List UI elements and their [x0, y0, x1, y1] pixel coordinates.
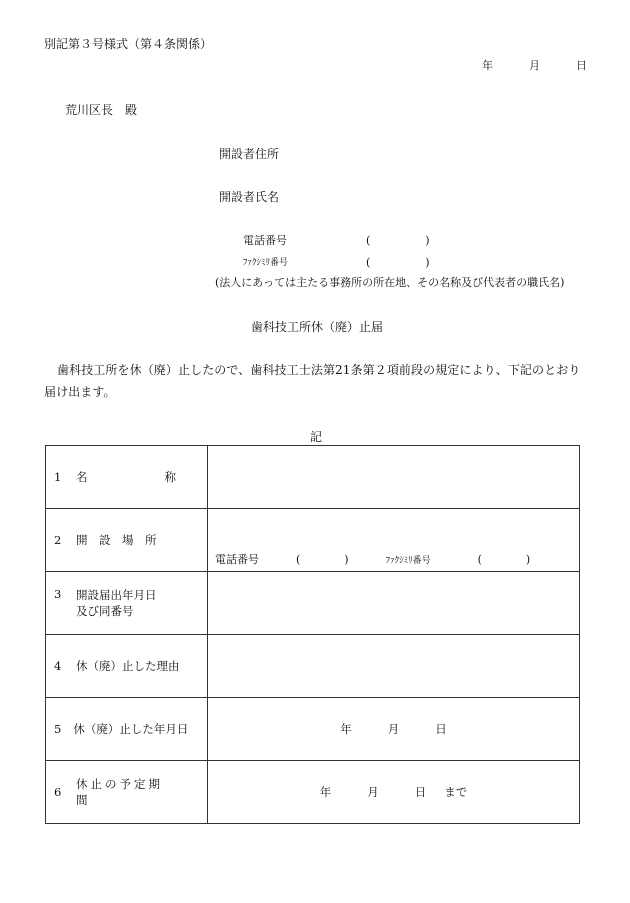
- row-num: 3: [54, 587, 62, 601]
- label-part: 称: [164, 470, 176, 484]
- opening-date-field[interactable]: [208, 572, 580, 635]
- table-row: [46, 509, 580, 572]
- row-num: 4: [54, 659, 62, 673]
- row-num: 6: [54, 785, 62, 799]
- closure-date-field[interactable]: [208, 698, 580, 761]
- applicant-phone-label: 電話番号: [243, 234, 287, 247]
- name-field[interactable]: [208, 446, 580, 509]
- corporate-note: (法人にあっては主たる事務所の所在地、その名称及び代表者の職氏名): [215, 276, 565, 289]
- form-id: 別記第３号様式（第４条関係）: [44, 37, 213, 51]
- applicant-name-label: 開設者氏名: [219, 190, 280, 204]
- planned-period-field[interactable]: [208, 761, 580, 824]
- location-contact-line: [215, 551, 530, 567]
- table-row: [46, 761, 580, 824]
- date-month: 月: [529, 59, 540, 72]
- location-fax-label: ﾌｧｸｼﾐﾘ番号: [385, 556, 431, 566]
- row-label-text: [76, 469, 176, 485]
- row-label-text: 開 設 場 所: [76, 533, 157, 547]
- row-label: [46, 761, 208, 824]
- date-year: 年: [482, 59, 493, 72]
- period-month: 月: [367, 785, 379, 799]
- closure-day: 日: [435, 722, 447, 736]
- location-phone-paren: ( ): [296, 553, 349, 566]
- row-label-text: 休（廃）止した理由: [76, 659, 180, 673]
- applicant-address-label: 開設者住所: [219, 147, 280, 161]
- period-year: 年: [319, 785, 332, 799]
- period-until: まで: [444, 785, 468, 799]
- label-line: 開設届出年月日: [76, 588, 157, 602]
- table-row: [46, 698, 580, 761]
- period-day: 日: [414, 785, 427, 799]
- addressee: 荒川区長 殿: [65, 103, 138, 117]
- row-num: 5: [54, 721, 62, 736]
- row-num: 2: [54, 533, 62, 547]
- closure-month: 月: [387, 722, 400, 736]
- row-label: [46, 635, 208, 698]
- date-header: [482, 57, 587, 73]
- row-label: [46, 698, 208, 761]
- label-line: 及び同番号: [76, 604, 134, 618]
- applicant-fax-paren: ( ): [366, 256, 430, 269]
- reason-field[interactable]: [208, 635, 580, 698]
- row-label: [46, 572, 208, 635]
- notice-table: [45, 445, 580, 824]
- body-text: 歯科技工所を休（廃）止したので、歯科技工士法第21条第２項前段の規定により、下記のとおり届け出ます。: [44, 363, 581, 399]
- row-label-text: 休止の予定期間: [76, 777, 163, 807]
- row-label-text: 休（廃）止した年月日: [73, 721, 189, 736]
- location-field[interactable]: [208, 509, 580, 572]
- date-day: 日: [576, 59, 587, 72]
- table-row: [46, 572, 580, 635]
- form-title: 歯科技工所休（廃）止届: [251, 320, 384, 334]
- row-label: [46, 509, 208, 572]
- closure-year: 年: [340, 722, 352, 736]
- row-label-text: [76, 587, 157, 619]
- location-fax-paren: ( ): [477, 553, 531, 566]
- location-phone-label: 電話番号: [215, 553, 259, 566]
- row-num: 1: [54, 470, 62, 484]
- table-row: [46, 446, 580, 509]
- row-label: [46, 446, 208, 509]
- ki-label: 記: [310, 430, 323, 444]
- applicant-fax-label: ﾌｧｸｼﾐﾘ番号: [243, 258, 289, 268]
- applicant-phone-paren: ( ): [366, 234, 430, 247]
- label-part: 名: [76, 470, 88, 484]
- table-row: [46, 635, 580, 698]
